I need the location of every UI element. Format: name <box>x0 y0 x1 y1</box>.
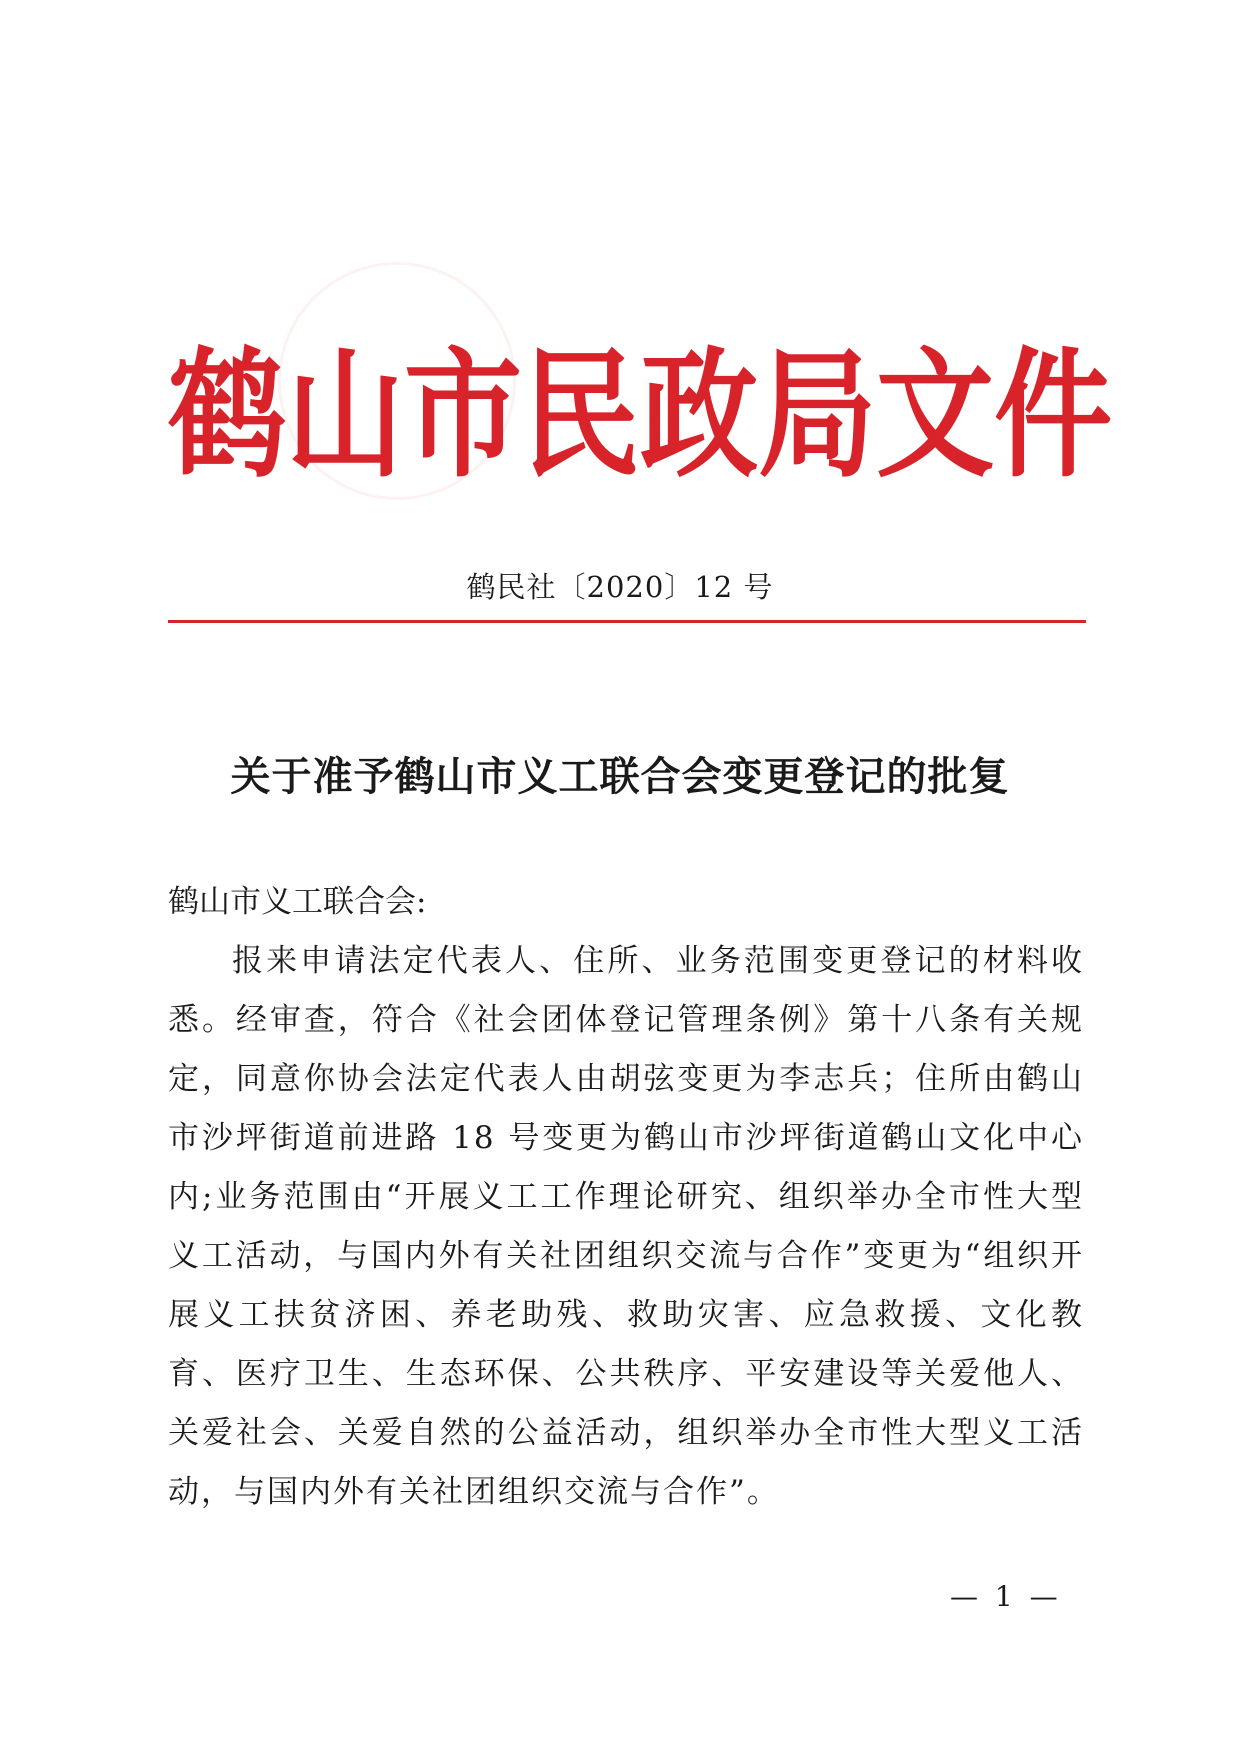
masthead-char: 市 <box>404 332 523 497</box>
body-paragraph: 报来申请法定代表人、住所、业务范围变更登记的材料收悉。经审查，符合《社会团体登记管理条例》第十八条有关规定，同意你协会法定代表人由胡弦变更为李志兵；住所由鹤山市沙坪街道前进路 18 号变更为鹤山市沙坪街道鹤山文化中心内;业务范围由“开展义工工作理论研究、组织举办全市性大型义工活动，与国内外有关社团组织交流与合作”变更为“组织开展义工扶贫济困、养老助残、救助灾害、应急救援、文化教育、医疗卫生、生态环保、公共秩序、平安建设等关爱他人、关爱社会、关爱自然的公益活动，组织举办全市性大型义工活动，与国内外有关社团组织交流与合作”。 <box>168 943 1084 1510</box>
page-number: — 1 — <box>950 1580 1062 1613</box>
masthead-char: 鹤 <box>168 332 287 497</box>
masthead-char: 文 <box>876 332 995 497</box>
red-divider-rule <box>168 620 1086 623</box>
masthead <box>168 330 1113 500</box>
masthead-char: 政 <box>640 332 759 497</box>
addressee: 鹤山市义工联合会: <box>168 884 427 920</box>
masthead-char: 山 <box>286 332 405 497</box>
masthead-char: 件 <box>994 332 1113 497</box>
document-number: 鹤民社〔2020〕12 号 <box>466 570 774 604</box>
document-title: 关于准予鹤山市义工联合会变更登记的批复 <box>230 754 1010 800</box>
masthead-char: 局 <box>758 332 877 497</box>
masthead-char: 民 <box>522 332 641 497</box>
